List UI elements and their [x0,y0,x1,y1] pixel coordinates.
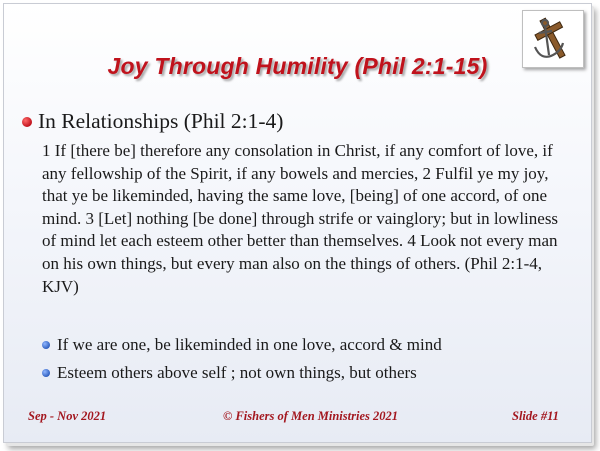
bullet-icon [42,341,50,349]
footer-date: Sep - Nov 2021 [28,409,107,423]
sub-bullet-text: Esteem others above self ; not own things, but others [57,363,417,382]
sub-bullet-text: If we are one, be likeminded in one love, accord & mind [57,335,442,354]
sub-bullet [42,335,442,355]
sub-bullet [42,363,417,383]
main-bullet-text: In Relationships (Phil 2:1-4) [38,109,284,133]
scripture-passage: 1 If [there be] therefore any consolation in Christ, if any comfort of love, if any fellowship of the Spirit, if any bowels and mercies, 2 Fulfil ye my joy, that ye be likeminded, having the same love, [being] of one accord, of one mind. 3 [Let] nothing [be done] through strife or vainglory; but in lowliness of mind let each esteem other better than themselves. 4 Look not every man on his own things, but every man also on the things of others. (Phil 2:1-4, KJV) [42,141,559,296]
main-bullet [22,109,283,134]
bullet-icon [22,117,32,127]
bullet-icon [42,369,50,377]
footer-slide-number: Slide #11 [512,409,559,423]
slide [3,3,592,443]
footer-copyright: © Fishers of Men Ministries 2021 [223,409,398,423]
slide-title: Joy Through Humility (Phil 2:1-15) [107,53,488,79]
